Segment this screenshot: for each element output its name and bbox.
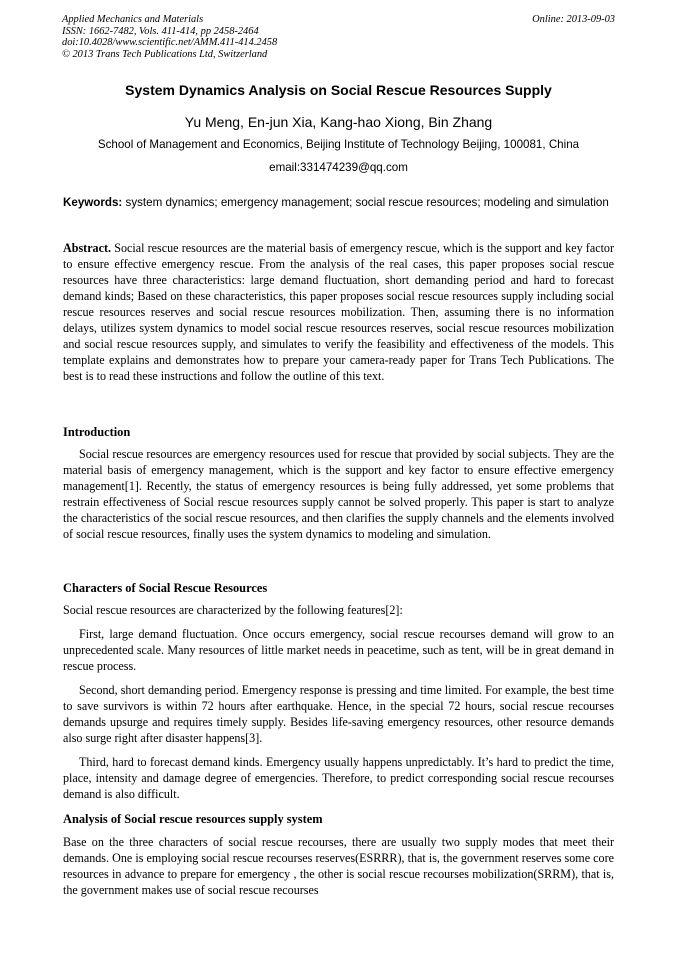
- abstract: [63, 240, 614, 384]
- keywords-label: Keywords:: [63, 196, 123, 209]
- characters-section: [63, 602, 614, 802]
- analysis-paragraph: Base on the three characters of social rescue recourses, there are usually two supply modes that meet their demands. One is employing social rescue recourses reserves(ESRRR), that is, the government reserves some core resources in advance to prepare for emergency , the other is social rescue recourses mobilization(SRRM), that is, the government makes use of social rescue recourses: [63, 835, 614, 897]
- introduction-section: [63, 446, 614, 542]
- abstract-text: Social rescue resources are the material basis of emergency rescue, which is the support and key factor to ensure effective emergency rescue. From the analysis of the real cases, this paper proposes social rescue resources have three characteristics: large demand fluctuation, short demanding period and hard to forecast demand kinds; Based on these characteristics, this paper proposes social rescue resources supply including social rescue resources reserves and social rescue resources mobilization. Then, assuming there is no information delays, utilizes system dynamics to model social rescue resources reserves, social rescue resources mobilization and social rescue resources supply, and simulates to verify the feasibility and effectiveness of the models. This template explains and demonstrates how to prepare your camera-ready paper for Trans Tech Publications. The best is to read these instructions and follow the outline of this text.: [63, 241, 614, 383]
- analysis-heading: Analysis of Social rescue resources supply system: [63, 812, 323, 826]
- journal-header: [62, 14, 615, 60]
- keywords: [63, 195, 614, 211]
- characters-paragraph-3: Third, hard to forecast demand kinds. Emergency usually happens unpredictably. It’s hard to predict the time, place, intensity and damage degree of emergencies. Therefore, to predict corresponding social rescue recourses demand is also difficult.: [63, 755, 614, 801]
- characters-paragraph-1: First, large demand fluctuation. Once occurs emergency, social rescue recourses demand will grow to an unprecedented scale. Many resources of little market needs in peacetime, such as tent, will be in great demand in rescue process.: [63, 627, 614, 673]
- keywords-text: system dynamics; emergency management; social rescue resources; modeling and simulation: [125, 196, 609, 209]
- analysis-section: [63, 834, 614, 898]
- characters-paragraph-2: Second, short demanding period. Emergency response is pressing and time limited. For example, the best time to save survivors is within 72 hours after earthquake. Hence, in the special 72 hours, social rescue recourses demands upsurge and requires timely supply. Besides life-saving emergency resources, other resource demands also surge right after disaster happens[3].: [63, 683, 614, 745]
- copyright-line: © 2013 Trans Tech Publications Ltd, Switzerland: [62, 48, 268, 60]
- author-list: Yu Meng, En-jun Xia, Kang-hao Xiong, Bin Zhang: [184, 114, 493, 130]
- characters-heading: Characters of Social Rescue Resources: [63, 581, 268, 595]
- online-date: Online: 2013-09-03: [532, 14, 615, 25]
- issn-line: ISSN: 1662-7482, Vols. 411-414, pp 2458-2464: [62, 25, 259, 37]
- author-email: email:331474239@qq.com: [269, 161, 408, 174]
- journal-name: Applied Mechanics and Materials: [62, 14, 204, 25]
- abstract-label: Abstract.: [63, 241, 112, 255]
- characters-intro: Social rescue resources are characterized by the following features[2]:: [63, 603, 403, 617]
- doi-line: doi:10.4028/www.scientific.net/AMM.411-414.2458: [62, 37, 278, 48]
- paper-title: System Dynamics Analysis on Social Rescue Resources Supply: [125, 82, 552, 98]
- introduction-paragraph: Social rescue resources are emergency resources used for rescue that provided by social subjects. They are the material basis of emergency management, which is the support and key factor to ensure effective emergency management[1]. Recently, the status of emergency resources is being fully addressed, yet some problems that restrain effectiveness of Social rescue resources supply cannot be solved properly. This paper is start to analyze the characteristics of the social rescue resources, and then clarifies the supply channels and the elements involved of social rescue resources, finally uses the system dynamics to modeling and simulation.: [63, 447, 614, 541]
- introduction-heading: Introduction: [63, 425, 131, 439]
- affiliation: School of Management and Economics, Beijing Institute of Technology Beijing, 100081, China: [97, 138, 580, 151]
